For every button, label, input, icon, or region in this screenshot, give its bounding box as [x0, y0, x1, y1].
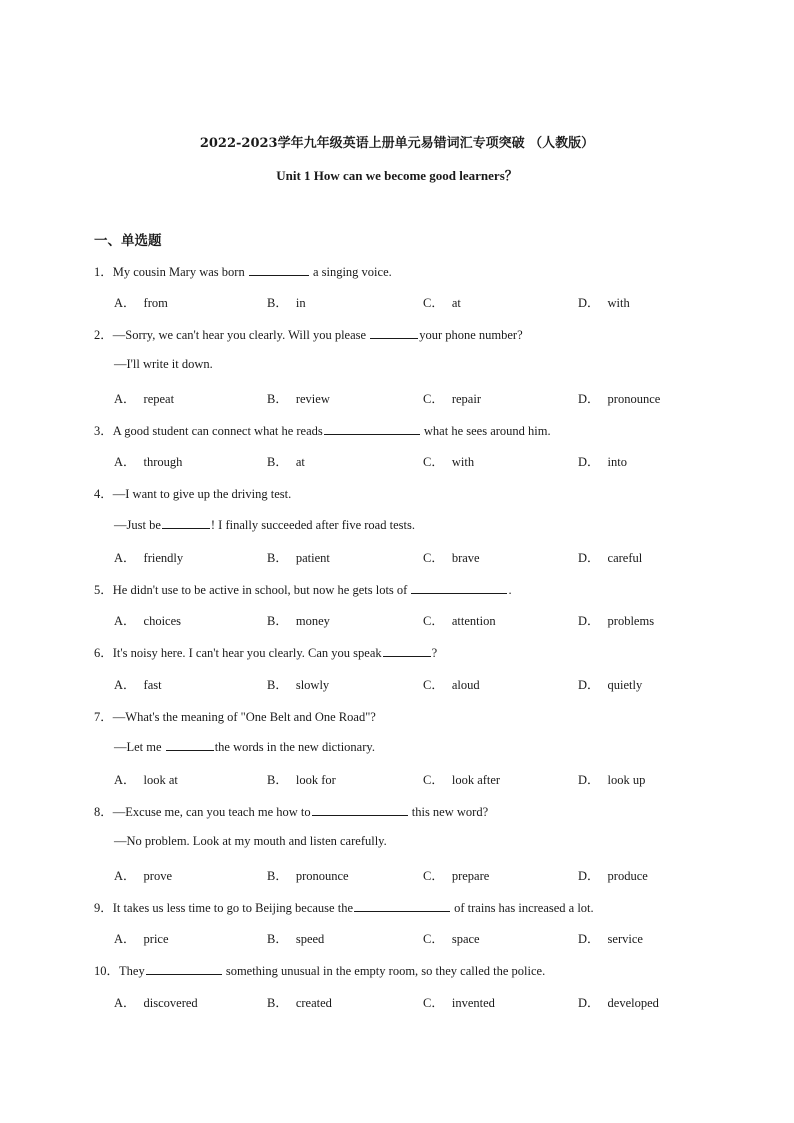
option-b[interactable]: B． created	[267, 996, 332, 1010]
option-b[interactable]: B． review	[267, 392, 330, 406]
dialogue-line: —Let me the words in the new dictionary.	[114, 740, 375, 754]
option-c[interactable]: C． attention	[423, 614, 496, 628]
question-4	[94, 484, 291, 502]
option-a[interactable]: A． choices	[114, 614, 182, 628]
option-c[interactable]: C． space	[423, 932, 480, 946]
answer-blank[interactable]	[312, 803, 408, 816]
question-stem: —Sorry, we can't hear you clearly. Will you please	[112, 328, 370, 342]
question-8	[94, 802, 488, 820]
answer-blank[interactable]	[166, 738, 214, 751]
option-d[interactable]: D． with	[578, 296, 630, 310]
section-heading: 一、单选题	[94, 233, 162, 249]
option-c[interactable]: C． prepare	[423, 869, 490, 883]
question-stem: It takes us less time to go to Beijing because the	[112, 901, 353, 915]
option-a[interactable]: A． prove	[114, 869, 172, 883]
question-stem-end: a singing voice.	[309, 265, 392, 279]
option-d[interactable]: D． produce	[578, 869, 648, 883]
option-a[interactable]: A． look at	[114, 773, 178, 787]
page-title: 2022-2023学年九年级英语上册单元易错词汇专项突破 （人教版）	[199, 136, 595, 151]
option-d[interactable]: D． service	[578, 932, 643, 946]
option-d[interactable]: D． quietly	[578, 678, 643, 692]
question-stem: It's noisy here. I can't hear you clearly. Can you speak	[112, 646, 382, 660]
answer-blank[interactable]	[324, 422, 420, 435]
answer-blank[interactable]	[249, 263, 309, 276]
dialogue-line: —No problem. Look at my mouth and listen carefully.	[114, 834, 387, 848]
question-number: 9．	[94, 901, 113, 915]
question-7	[94, 707, 376, 725]
option-d[interactable]: D． problems	[578, 614, 655, 628]
question-stem: They	[119, 964, 145, 978]
question-6	[94, 643, 437, 661]
option-d[interactable]: D． pronounce	[578, 392, 661, 406]
option-c[interactable]: C． with	[423, 455, 475, 469]
unit-subtitle: Unit 1 How can we become good learners？	[276, 168, 518, 183]
question-number: 10．	[94, 964, 120, 978]
option-a[interactable]: A． fast	[114, 678, 162, 692]
question-stem-end: .	[508, 583, 512, 597]
question-10	[94, 961, 545, 979]
question-stem-end: what he sees around him.	[420, 424, 551, 438]
answer-blank[interactable]	[146, 962, 222, 975]
question-stem-end: of trains has increased a lot.	[451, 901, 594, 915]
answer-blank[interactable]	[162, 516, 210, 529]
question-2	[94, 325, 523, 343]
question-stem: A good student can connect what he reads	[112, 424, 323, 438]
question-number: 8．	[94, 805, 113, 819]
question-number: 3．	[94, 424, 113, 438]
question-stem: —I want to give up the driving test.	[112, 487, 292, 501]
question-3	[94, 421, 551, 439]
question-5	[94, 580, 512, 598]
option-a[interactable]: A． discovered	[114, 996, 198, 1010]
question-number: 4．	[94, 487, 113, 501]
option-c[interactable]: C． repair	[423, 392, 481, 406]
option-d[interactable]: D． careful	[578, 551, 643, 565]
option-b[interactable]: B． at	[267, 455, 305, 469]
option-a[interactable]: A． friendly	[114, 551, 184, 565]
dialogue-line: —I'll write it down.	[114, 357, 213, 371]
option-a[interactable]: A． from	[114, 296, 168, 310]
question-stem-end: ?	[431, 646, 438, 660]
answer-blank[interactable]	[370, 326, 418, 339]
question-stem: He didn't use to be active in school, but now he gets lots of	[112, 583, 411, 597]
option-b[interactable]: B． speed	[267, 932, 325, 946]
option-c[interactable]: C． invented	[423, 996, 495, 1010]
option-c[interactable]: C． look after	[423, 773, 501, 787]
answer-blank[interactable]	[354, 899, 450, 912]
option-a[interactable]: A． repeat	[114, 392, 175, 406]
question-1	[94, 262, 392, 280]
question-9	[94, 898, 594, 916]
option-b[interactable]: B． in	[267, 296, 306, 310]
question-number: 5．	[94, 583, 113, 597]
option-d[interactable]: D． developed	[578, 996, 659, 1010]
option-b[interactable]: B． money	[267, 614, 330, 628]
option-b[interactable]: B． patient	[267, 551, 330, 565]
option-b[interactable]: B． look for	[267, 773, 336, 787]
answer-blank[interactable]	[411, 581, 507, 594]
question-number: 6．	[94, 646, 113, 660]
question-stem-end: this new word?	[408, 805, 489, 819]
option-a[interactable]: A． through	[114, 455, 183, 469]
option-d[interactable]: D． into	[578, 455, 627, 469]
option-b[interactable]: B． pronounce	[267, 869, 349, 883]
option-a[interactable]: A． price	[114, 932, 169, 946]
option-c[interactable]: C． brave	[423, 551, 480, 565]
question-stem: —What's the meaning of "One Belt and One Road"?	[112, 710, 376, 724]
question-stem: My cousin Mary was born	[112, 265, 248, 279]
dialogue-line: —Just be ! I finally succeeded after five road tests.	[114, 518, 415, 532]
option-c[interactable]: C． aloud	[423, 678, 480, 692]
option-c[interactable]: C． at	[423, 296, 461, 310]
question-number: 2．	[94, 328, 113, 342]
question-stem-end: your phone number?	[419, 328, 523, 342]
question-stem-end: something unusual in the empty room, so they called the police.	[222, 964, 546, 978]
question-number: 1．	[94, 265, 113, 279]
question-number: 7．	[94, 710, 113, 724]
option-b[interactable]: B． slowly	[267, 678, 330, 692]
answer-blank[interactable]	[383, 644, 431, 657]
question-stem: —Excuse me, can you teach me how to	[112, 805, 311, 819]
option-d[interactable]: D． look up	[578, 773, 646, 787]
